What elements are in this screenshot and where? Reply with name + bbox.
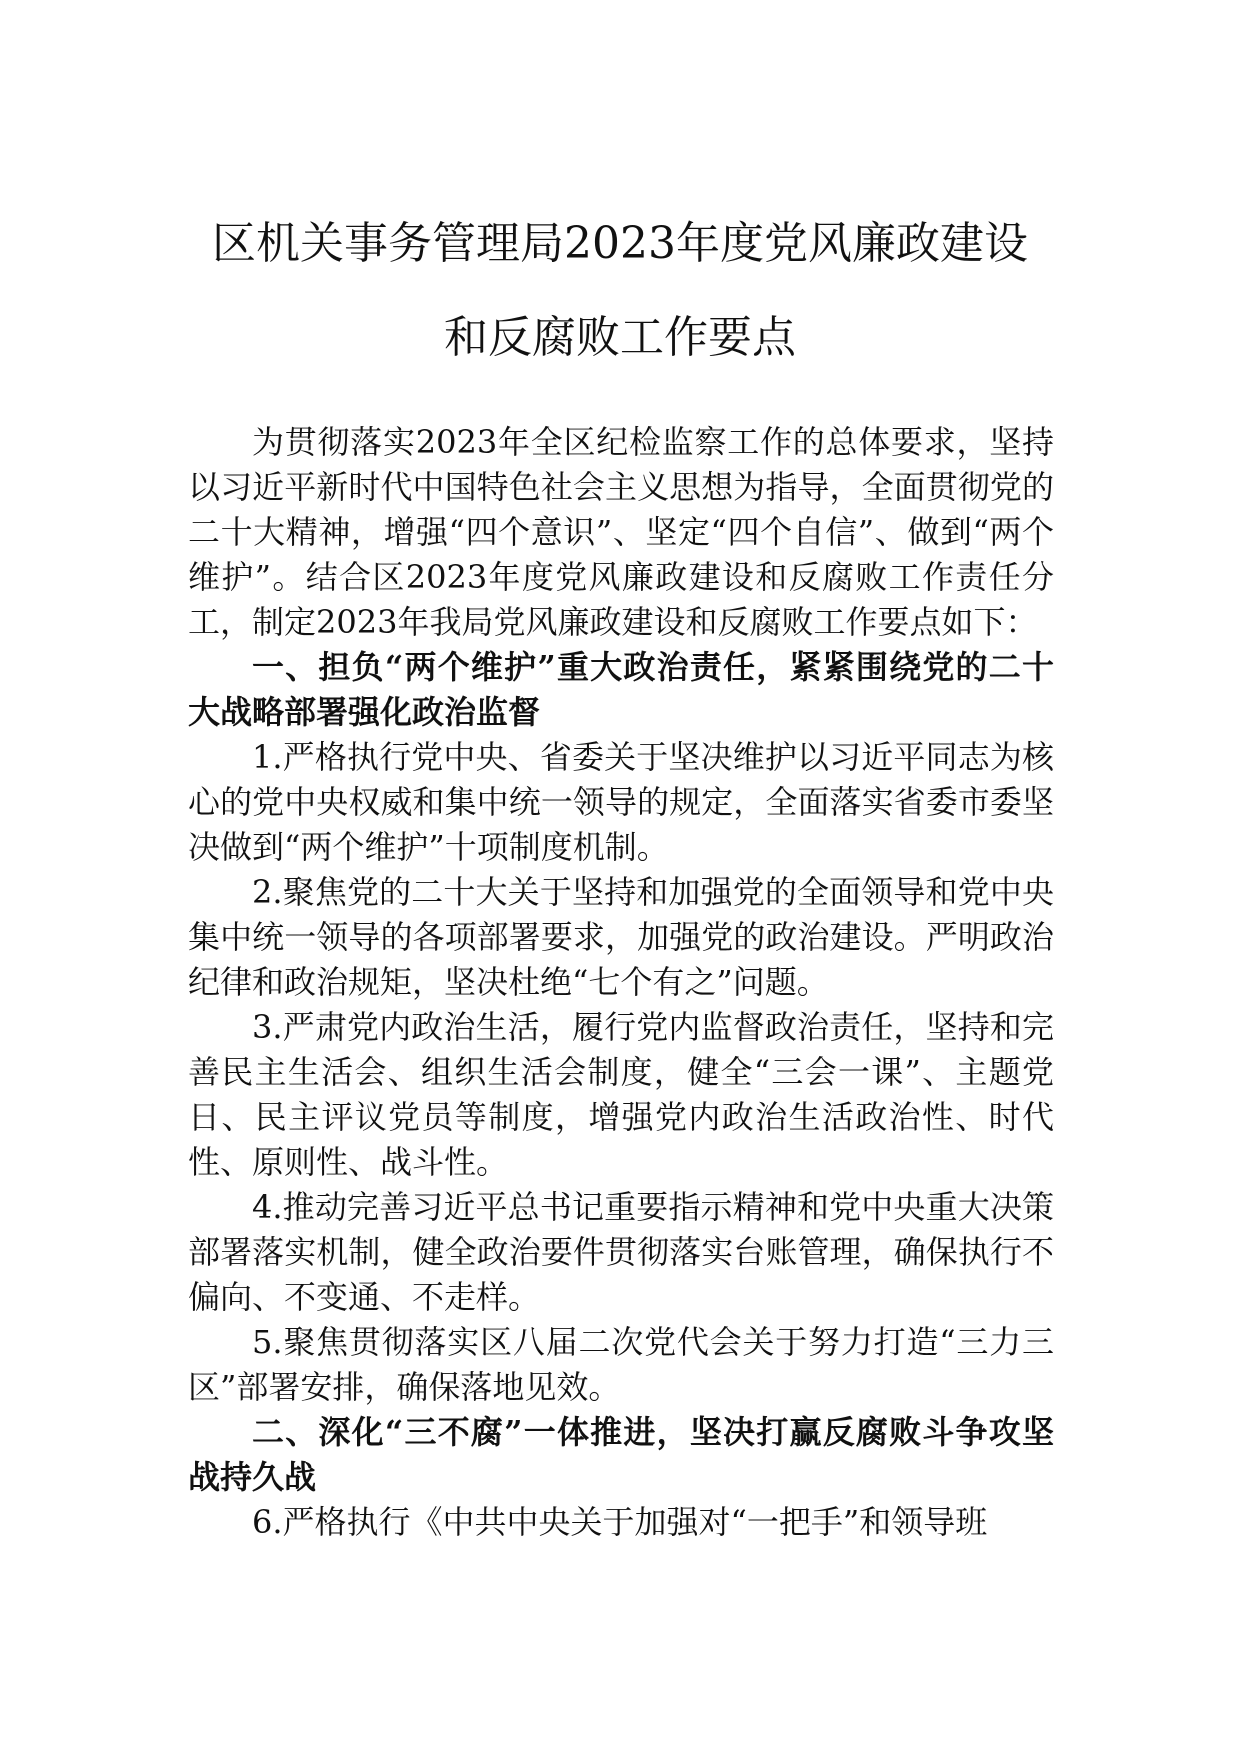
section-heading-1: 一、担负“两个维护”重大政治责任，紧紧围绕党的二十大战略部署强化政治监督 [188,648,1054,731]
intro-paragraph: 为贯彻落实2023年全区纪检监察工作的总体要求，坚持以习近平新时代中国特色社会主义思想为指导，全面贯彻党的二十大精神，增强“四个意识”、坚定“四个自信”、做到“两个维护”。结合区2023年度党风廉政建设和反腐败工作责任分工，制定2023年我局党风廉政建设和反腐败工作要点如下： [188,423,1054,641]
item-paragraph-3: 3.严肃党内政治生活，履行党内监督政治责任，坚持和完善民主生活会、组织生活会制度，健全“三会一课”、主题党日、民主评议党员等制度，增强党内政治生活政治性、时代性、原则性、战斗性。 [188,1008,1054,1181]
item-paragraph-1: 1.严格执行党中央、省委关于坚决维护以习近平同志为核心的党中央权威和集中统一领导的规定，全面落实省委市委坚决做到“两个维护”十项制度机制。 [188,738,1054,866]
item-paragraph-5: 5.聚焦贯彻落实区八届二次党代会关于努力打造“三力三区”部署安排，确保落地见效。 [188,1323,1054,1406]
document-title-line-1: 区机关事务管理局2023年度党风廉政建设 [212,218,1028,269]
item-paragraph-6: 6.严格执行《中共中央关于加强对“一把手”和领导班 [252,1503,988,1541]
document-title-line-2: 和反腐败工作要点 [444,312,796,363]
section-heading-2: 二、深化“三不腐”一体推进，坚决打赢反腐败斗争攻坚战持久战 [188,1413,1054,1496]
item-paragraph-2: 2.聚焦党的二十大关于坚持和加强党的全面领导和党中央集中统一领导的各项部署要求，加强党的政治建设。严明政治纪律和政治规矩，坚决杜绝“七个有之”问题。 [188,873,1054,1001]
document-body [188,420,1054,1545]
item-paragraph-4: 4.推动完善习近平总书记重要指示精神和党中央重大决策部署落实机制，健全政治要件贯彻落实台账管理，确保执行不偏向、不变通、不走样。 [188,1188,1054,1316]
